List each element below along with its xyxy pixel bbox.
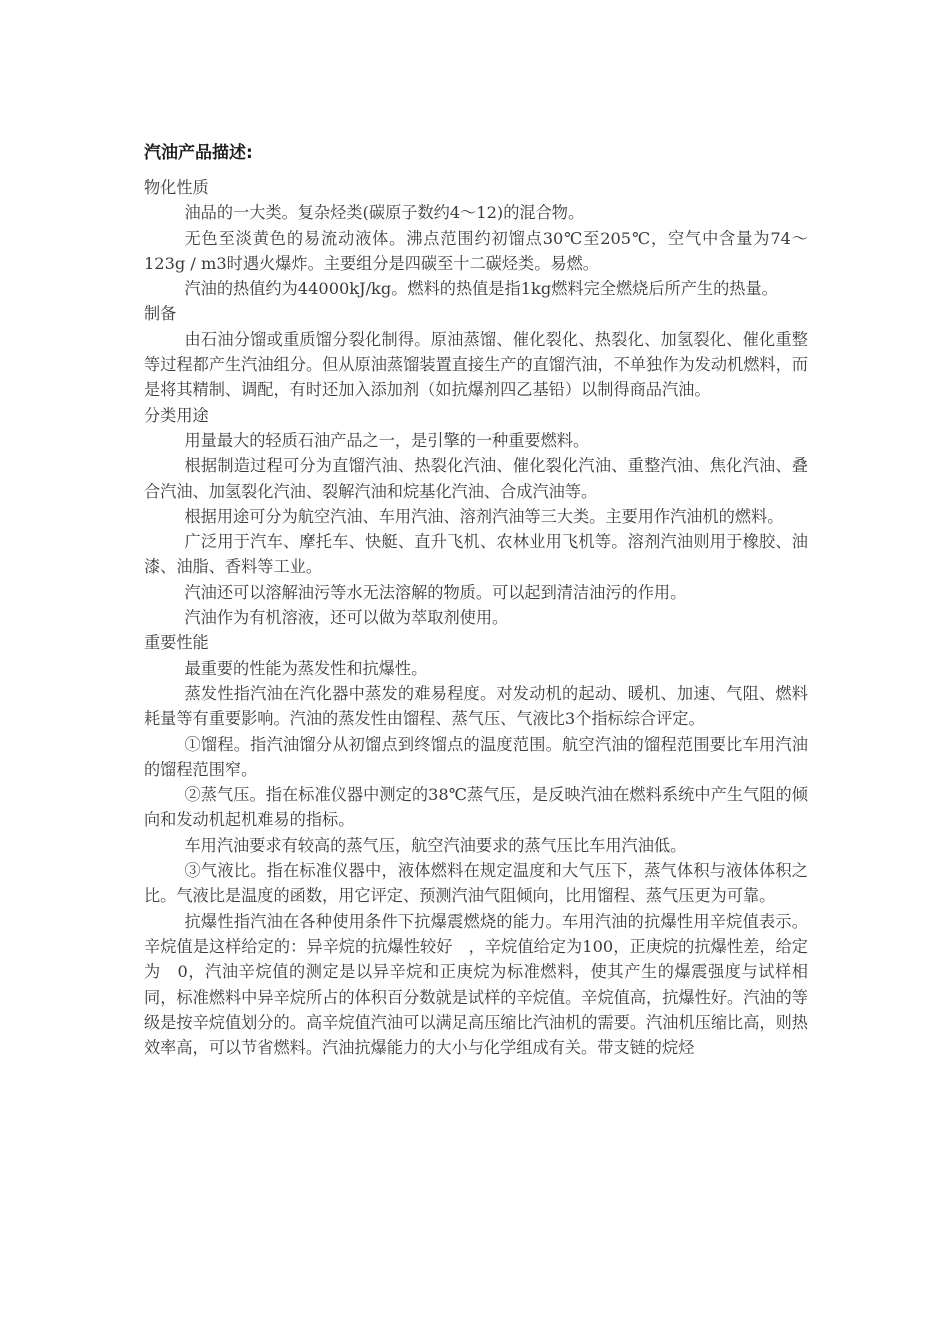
paragraph: 根据用途可分为航空汽油、车用汽油、溶剂汽油等三大类。主要用作汽油机的燃料。 (184, 506, 784, 526)
paragraph: ②蒸气压。指在标准仪器中测定的38℃蒸气压，是反映汽油在燃料系统中产生气阻的倾向和发动机起机难易的指标。 (144, 785, 808, 830)
paragraph: 蒸发性指汽油在汽化器中蒸发的难易程度。对发动机的起动、暖机、加速、气阻、燃料耗量等有重要影响。汽油的蒸发性由馏程、蒸气压、气液比3个指标综合评定。 (144, 683, 808, 729)
section-heading-preparation: 制备 (144, 304, 177, 324)
paragraph: 车用汽油要求有较高的蒸气压，航空汽油要求的蒸气压比车用汽油低。 (184, 835, 687, 855)
paragraph: 汽油的热值约为44000kJ/kg。燃料的热值是指1kg燃料完全燃烧后所产生的热量。 (184, 279, 778, 299)
paragraph: 根据制造过程可分为直馏汽油、热裂化汽油、催化裂化汽油、重整汽油、焦化汽油、叠合汽油、加氢裂化汽油、裂解汽油和烷基化汽油、合成汽油等。 (144, 456, 808, 501)
paragraph: ③气液比。指在标准仪器中，液体燃料在规定温度和大气压下，蒸气体积与液体体积之比。气液比是温度的函数，用它评定、预测汽油气阻倾向，比用馏程、蒸气压更为可靠。 (144, 861, 808, 906)
section-heading-performance: 重要性能 (144, 633, 209, 653)
paragraph: 抗爆性指汽油在各种使用条件下抗爆震燃烧的能力。车用汽油的抗爆性用辛烷值表示。辛烷值是这样给定的：异辛烷的抗爆性较好 ，辛烷值给定为100，正庚烷的抗爆性差，给定为 0，汽油辛烷值的测定是以异辛烷和正庚烷为标准燃料，使其产生的爆震强度与试样相同，标准燃料中异辛烷所占的体积百分数就是试样的辛烷值。辛烷值高，抗爆性好。汽油的等级是按辛烷值划分的。高辛烷值汽油可以满足高压缩比汽油机的需要。汽油机压缩比高，则热效率高，可以节省燃料。汽油抗爆能力的大小与化学组成有关。带支链的烷烃 (144, 911, 808, 1058)
paragraph: 汽油还可以溶解油污等水无法溶解的物质。可以起到清洁油污的作用。 (184, 582, 687, 602)
paragraph: 最重要的性能为蒸发性和抗爆性。 (184, 658, 428, 678)
section-heading-classification: 分类用途 (144, 405, 209, 425)
section-heading-properties: 物化性质 (144, 178, 209, 197)
paragraph: 无色至淡黄色的易流动液体。沸点范围约初馏点30℃至205℃，空气中含量为74～123g / m3时遇火爆炸。主要组分是四碳至十二碳烃类。易燃。 (144, 228, 808, 273)
paragraph: 汽油作为有机溶液，还可以做为萃取剂使用。 (184, 608, 509, 628)
paragraph: 广泛用于汽车、摩托车、快艇、直升飞机、农林业用飞机等。溶剂汽油则用于橡胶、油漆、油脂、香料等工业。 (144, 532, 808, 577)
paragraph: 由石油分馏或重质馏分裂化制得。原油蒸馏、催化裂化、热裂化、加氢裂化、催化重整等过程都产生汽油组分。但从原油蒸馏装置直接生产的直馏汽油，不单独作为发动机燃料，而是将其精制、调配，有时还加入添加剂（如抗爆剂四乙基铅）以制得商品汽油。 (144, 329, 808, 400)
paragraph: 油品的一大类。复杂烃类(碳原子数约4～12)的混合物。 (184, 203, 585, 223)
paragraph: ①馏程。指汽油馏分从初馏点到终馏点的温度范围。航空汽油的馏程范围要比车用汽油的馏程范围窄。 (144, 734, 808, 779)
document-title: 汽油产品描述: (144, 143, 253, 163)
paragraph: 用量最大的轻质石油产品之一，是引擎的一种重要燃料。 (184, 430, 590, 450)
document-body (144, 175, 808, 1060)
